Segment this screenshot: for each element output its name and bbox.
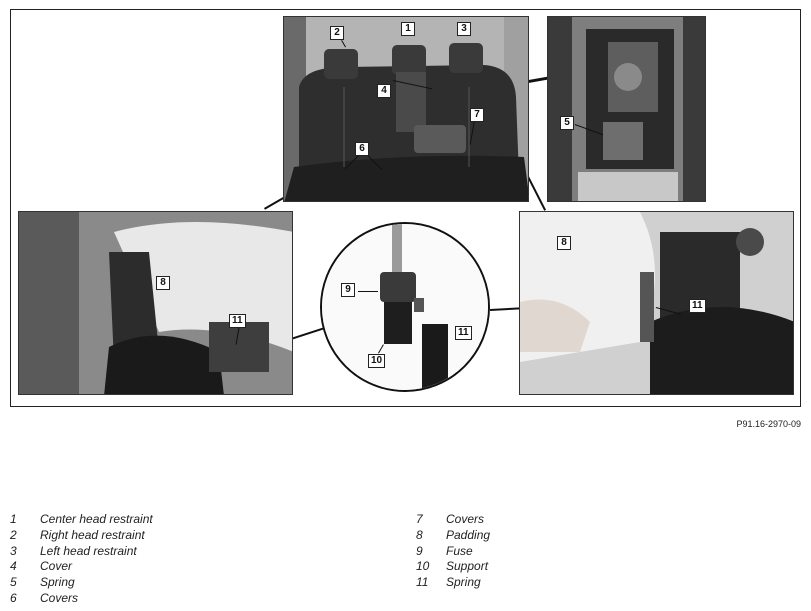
legend-item-label: Spring: [40, 575, 75, 590]
callout-5: 5: [560, 116, 574, 130]
legend-item-label: Left head restraint: [40, 543, 137, 558]
legend-item-number: 9: [416, 543, 423, 558]
legend-item: [10, 591, 153, 607]
callout-8-right: 8: [557, 236, 571, 250]
legend-item-label: Padding: [446, 527, 491, 542]
legend-item-number: 4: [10, 559, 17, 574]
legend-item: [416, 544, 490, 560]
legend-item-label: Right head restraint: [40, 527, 145, 542]
legend-item-label: Spring: [446, 575, 481, 590]
legend-item: [416, 575, 490, 591]
legend-item-label: Support: [446, 559, 489, 574]
callout-7: 7: [470, 108, 484, 122]
legend-item-number: 1: [10, 512, 17, 526]
legend-item-number: 3: [10, 543, 17, 558]
spring-illustration: [548, 17, 706, 202]
legend-item-label: Cover: [40, 559, 73, 574]
fuse-support-illustration: [322, 224, 490, 392]
callout-6: 6: [355, 142, 369, 156]
callout-11-circle: 11: [455, 326, 472, 340]
callout-9: 9: [341, 283, 355, 297]
photo-padding-left: [18, 211, 293, 395]
legend-item: [416, 559, 490, 575]
legend-item: [416, 512, 490, 528]
callout-11-left: 11: [229, 314, 246, 328]
legend-item-number: 11: [416, 575, 429, 590]
callout-2: 2: [330, 26, 344, 40]
rear-seat-illustration: [284, 17, 529, 202]
leader-line: [358, 291, 378, 292]
legend-item-label: Covers: [40, 590, 79, 605]
legend-item-number: 6: [10, 590, 17, 605]
photo-rear-seat-overview: [283, 16, 529, 202]
legend-item: [10, 528, 153, 544]
photo-fuse-support-circle: [320, 222, 490, 392]
legend-item: [10, 575, 153, 591]
legend-item-label: Fuse: [446, 543, 473, 558]
padding-left-illustration: [19, 212, 293, 395]
legend-item-number: 10: [416, 559, 430, 574]
legend-column-left: [10, 512, 153, 607]
legend-item: [10, 512, 153, 528]
callout-8-left: 8: [156, 276, 170, 290]
callout-11-right: 11: [689, 299, 706, 313]
legend-item-label: Covers: [446, 512, 485, 526]
legend-item-label: Center head restraint: [40, 512, 153, 526]
figure-reference: P91.16-2970-09: [736, 419, 801, 429]
callout-4: 4: [377, 84, 391, 98]
legend-item-number: 2: [10, 527, 17, 542]
legend-column-right: [416, 512, 490, 591]
legend-item: [10, 559, 153, 575]
callout-1: 1: [401, 22, 415, 36]
legend-item: [416, 528, 490, 544]
legend-item-number: 8: [416, 527, 423, 542]
legend-item-number: 7: [416, 512, 423, 526]
photo-spring-detail: [547, 16, 706, 202]
callout-10: 10: [368, 354, 385, 368]
callout-3: 3: [457, 22, 471, 36]
legend-item-number: 5: [10, 575, 17, 590]
legend-item: [10, 544, 153, 560]
